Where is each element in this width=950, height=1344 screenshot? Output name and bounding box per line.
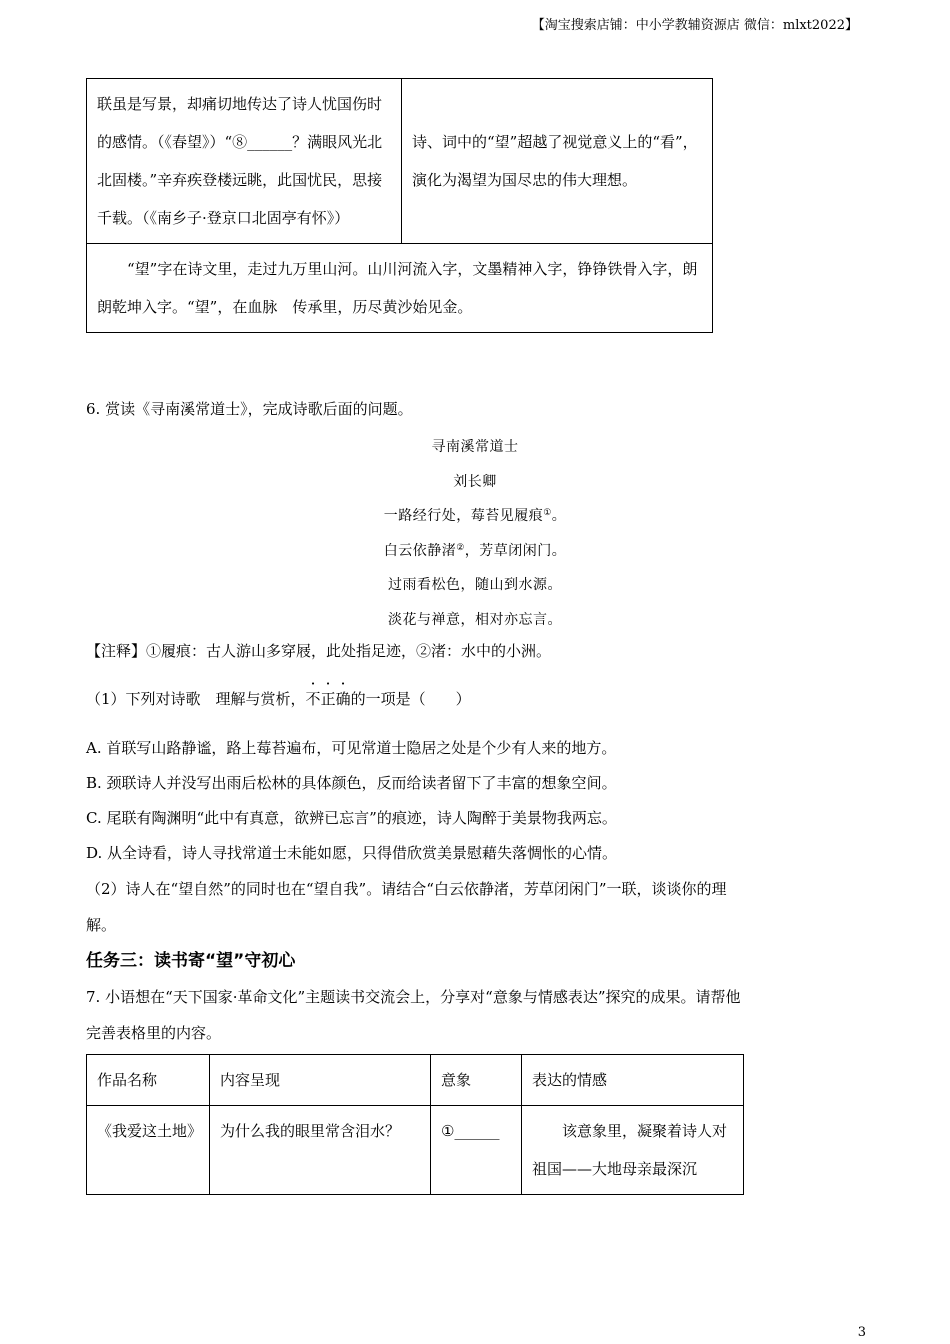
table-cell-blank: ①______ <box>431 1106 522 1195</box>
table1-bottom-cell: “望”字在诗文里，走过九万里山河。山川河流入字，文墨精神入字，铮铮铁骨入字，朗朗乾坤入字。“望”，在血脉 传承里，历尽黄沙始见金。 <box>87 244 713 333</box>
table-row <box>87 1106 744 1195</box>
poem-line-2: 白云依静渚②，芳草闭闲门。 <box>383 542 567 559</box>
question-7-stem-line1: 7. 小语想在“天下国家·革命文化”主题读书交流会上，分享对“意象与情感表达”探究的成果。请帮他 <box>86 988 741 1006</box>
page-header: 【淘宝搜索店铺：中小学教辅资源店 微信：mlxt2022】 <box>531 18 858 33</box>
option-a: A. 首联写山路静谧，路上莓苔遍布，可见常道士隐居之处是个少有人来的地方。 <box>86 739 617 757</box>
question-6-sub2-line1: （2）诗人在“望自然”的同时也在“望自我”。请结合“白云依静渚，芳草闭闲门”一联，谈谈你的理 <box>86 880 727 898</box>
option-b: B. 颈联诗人并没写出雨后松林的具体颜色，反而给读者留下了丰富的想象空间。 <box>86 774 617 792</box>
poem-author: 刘长卿 <box>453 473 497 490</box>
table-cell: 为什么我的眼里常含泪水？ <box>210 1106 431 1195</box>
poem-title: 寻南溪常道士 <box>431 439 519 455</box>
poem-line-3: 过雨看松色，随山到水源。 <box>388 577 562 593</box>
table-cell: 《我爱这土地》 <box>87 1106 210 1195</box>
question-6-sub2-line2: 解。 <box>86 916 117 934</box>
poem <box>86 430 864 637</box>
task-3-heading: 任务三：读书寄“望”守初心 <box>86 951 296 971</box>
table-header-cell: 表达的情感 <box>522 1055 744 1106</box>
table1-right-cell: 诗、词中的“望”超越了视觉意义上的“看”，演化为渴望为国尽忠的伟大理想。 <box>402 79 713 244</box>
table1-left-cell: 联虽是写景，却痛切地传达了诗人忧国伤时的感情。（《春望》）“⑧______？满眼风光北北固楼。”辛弃疾登楼远眺，此国忧民，思接千载。（《南乡子·登京口北固亭有怀》） <box>87 79 402 244</box>
question-6-stem: 6. 赏读《寻南溪常道士》，完成诗歌后面的问题。 <box>86 400 413 418</box>
table-header-row <box>87 1055 744 1106</box>
poem-note: 【注释】①履痕：古人游山多穿屐，此处指足迹，②渚：水中的小洲。 <box>86 642 552 660</box>
table-header-cell: 作品名称 <box>87 1055 210 1106</box>
question-6-sub1: （1）下列对诗歌 理解与赏析，不正确的一项是（ ） <box>86 690 471 708</box>
page-number: 3 <box>857 1325 866 1340</box>
table-header-cell: 意象 <box>431 1055 522 1106</box>
question-7-stem-line2: 完善表格里的内容。 <box>86 1024 222 1042</box>
poem-line-1: 一路经行处，莓苔见履痕①。 <box>383 508 567 524</box>
poem-line-4: 淡花与禅意，相对亦忘言。 <box>388 611 562 628</box>
table-imagery <box>86 1054 744 1195</box>
option-d: D. 从全诗看，诗人寻找常道士未能如愿，只得借欣赏美景慰藉失落惆怅的心情。 <box>86 844 618 862</box>
table-header-cell: 内容呈现 <box>210 1055 431 1106</box>
table-wang-analysis <box>86 78 713 333</box>
option-c: C. 尾联有陶渊明“此中有真意，欲辨已忘言”的痕迹，诗人陶醉于美景物我两忘。 <box>86 809 617 827</box>
table-cell: 该意象里，凝聚着诗人对祖国——大地母亲最深沉 <box>522 1106 744 1195</box>
